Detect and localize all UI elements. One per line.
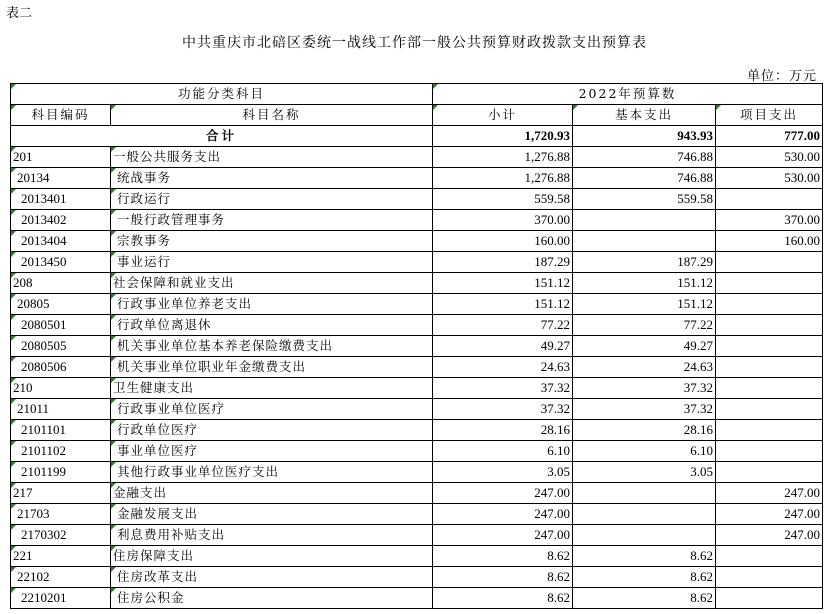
subtotal-cell: 1,276.88 bbox=[433, 168, 573, 189]
basic-cell: 28.16 bbox=[573, 420, 716, 441]
project-cell bbox=[716, 357, 823, 378]
code-cell: 208 bbox=[11, 273, 111, 294]
project-cell: 530.00 bbox=[716, 168, 823, 189]
code-cell: 20805 bbox=[11, 294, 111, 315]
basic-cell: 8.62 bbox=[573, 588, 716, 609]
table-row bbox=[11, 483, 823, 504]
subtotal-cell: 559.58 bbox=[433, 189, 573, 210]
subtotal-cell: 247.00 bbox=[433, 483, 573, 504]
basic-cell: 746.88 bbox=[573, 168, 716, 189]
basic-cell: 24.63 bbox=[573, 357, 716, 378]
basic-cell: 559.58 bbox=[573, 189, 716, 210]
total-label: 合计 bbox=[11, 126, 433, 147]
project-cell: 370.00 bbox=[716, 210, 823, 231]
code-cell: 21011 bbox=[11, 399, 111, 420]
name-cell: 卫生健康支出 bbox=[111, 378, 433, 399]
table-row bbox=[11, 357, 823, 378]
project-cell bbox=[716, 315, 823, 336]
header-code: 科目编码 bbox=[11, 105, 111, 126]
basic-cell: 8.62 bbox=[573, 567, 716, 588]
code-cell: 2013450 bbox=[11, 252, 111, 273]
project-cell bbox=[716, 294, 823, 315]
basic-cell: 37.32 bbox=[573, 378, 716, 399]
subtotal-cell: 37.32 bbox=[433, 378, 573, 399]
basic-cell bbox=[573, 231, 716, 252]
basic-cell: 151.12 bbox=[573, 294, 716, 315]
subtotal-cell: 160.00 bbox=[433, 231, 573, 252]
code-cell: 2080505 bbox=[11, 336, 111, 357]
header-project: 项目支出 bbox=[716, 105, 823, 126]
code-cell: 210 bbox=[11, 378, 111, 399]
code-cell: 2013404 bbox=[11, 231, 111, 252]
basic-cell: 77.22 bbox=[573, 315, 716, 336]
code-cell: 2101102 bbox=[11, 441, 111, 462]
name-cell: 行政事业单位养老支出 bbox=[111, 294, 433, 315]
name-cell: 行政运行 bbox=[111, 189, 433, 210]
subtotal-cell: 187.29 bbox=[433, 252, 573, 273]
table-row bbox=[11, 546, 823, 567]
code-cell: 22102 bbox=[11, 567, 111, 588]
code-cell: 2170302 bbox=[11, 525, 111, 546]
subtotal-cell: 8.62 bbox=[433, 546, 573, 567]
basic-cell: 6.10 bbox=[573, 441, 716, 462]
name-cell: 住房公积金 bbox=[111, 588, 433, 609]
table-row bbox=[11, 273, 823, 294]
project-cell: 530.00 bbox=[716, 147, 823, 168]
subtotal-cell: 247.00 bbox=[433, 504, 573, 525]
name-cell: 金融支出 bbox=[111, 483, 433, 504]
code-cell: 221 bbox=[11, 546, 111, 567]
project-cell bbox=[716, 399, 823, 420]
basic-cell: 746.88 bbox=[573, 147, 716, 168]
name-cell: 住房保障支出 bbox=[111, 546, 433, 567]
table-row bbox=[11, 147, 823, 168]
project-cell bbox=[716, 420, 823, 441]
header-row-1 bbox=[11, 84, 823, 105]
code-cell: 2080506 bbox=[11, 357, 111, 378]
project-cell bbox=[716, 336, 823, 357]
project-cell bbox=[716, 588, 823, 609]
code-cell: 2101199 bbox=[11, 462, 111, 483]
subtotal-cell: 151.12 bbox=[433, 273, 573, 294]
name-cell: 其他行政事业单位医疗支出 bbox=[111, 462, 433, 483]
name-cell: 行政单位离退休 bbox=[111, 315, 433, 336]
name-cell: 行政单位医疗 bbox=[111, 420, 433, 441]
unit-label: 单位：万元 bbox=[746, 69, 817, 84]
header-budget-year: 2022年预算数 bbox=[433, 84, 823, 105]
basic-cell bbox=[573, 504, 716, 525]
subtotal-cell: 3.05 bbox=[433, 462, 573, 483]
total-basic: 943.93 bbox=[573, 126, 716, 147]
name-cell: 宗教事务 bbox=[111, 231, 433, 252]
table-row bbox=[11, 525, 823, 546]
table-row bbox=[11, 315, 823, 336]
code-cell: 2013401 bbox=[11, 189, 111, 210]
project-cell: 247.00 bbox=[716, 483, 823, 504]
basic-cell bbox=[573, 483, 716, 504]
name-cell: 一般公共服务支出 bbox=[111, 147, 433, 168]
table-row bbox=[11, 189, 823, 210]
header-name: 科目名称 bbox=[111, 105, 433, 126]
subtotal-cell: 77.22 bbox=[433, 315, 573, 336]
name-cell: 统战事务 bbox=[111, 168, 433, 189]
basic-cell: 151.12 bbox=[573, 273, 716, 294]
basic-cell bbox=[573, 525, 716, 546]
code-cell: 2210201 bbox=[11, 588, 111, 609]
project-cell bbox=[716, 273, 823, 294]
header-basic: 基本支出 bbox=[573, 105, 716, 126]
table-row bbox=[11, 231, 823, 252]
code-cell: 2013402 bbox=[11, 210, 111, 231]
name-cell: 住房改革支出 bbox=[111, 567, 433, 588]
name-cell: 利息费用补贴支出 bbox=[111, 525, 433, 546]
subtotal-cell: 28.16 bbox=[433, 420, 573, 441]
code-cell: 201 bbox=[11, 147, 111, 168]
project-cell: 247.00 bbox=[716, 525, 823, 546]
subtotal-cell: 8.62 bbox=[433, 567, 573, 588]
project-cell bbox=[716, 378, 823, 399]
project-cell bbox=[716, 252, 823, 273]
subtotal-cell: 1,276.88 bbox=[433, 147, 573, 168]
name-cell: 一般行政管理事务 bbox=[111, 210, 433, 231]
project-cell: 247.00 bbox=[716, 504, 823, 525]
table-row bbox=[11, 441, 823, 462]
name-cell: 事业单位医疗 bbox=[111, 441, 433, 462]
name-cell: 行政事业单位医疗 bbox=[111, 399, 433, 420]
subtotal-cell: 6.10 bbox=[433, 441, 573, 462]
table-row bbox=[11, 420, 823, 441]
name-cell: 事业运行 bbox=[111, 252, 433, 273]
subtotal-cell: 37.32 bbox=[433, 399, 573, 420]
header-subtotal: 小计 bbox=[433, 105, 573, 126]
header-functional-category: 功能分类科目 bbox=[11, 84, 433, 105]
subtotal-cell: 49.27 bbox=[433, 336, 573, 357]
table-row bbox=[11, 252, 823, 273]
table-row bbox=[11, 567, 823, 588]
total-row bbox=[11, 126, 823, 147]
basic-cell: 8.62 bbox=[573, 546, 716, 567]
table-row bbox=[11, 168, 823, 189]
name-cell: 机关事业单位基本养老保险缴费支出 bbox=[111, 336, 433, 357]
project-cell bbox=[716, 567, 823, 588]
project-cell: 160.00 bbox=[716, 231, 823, 252]
table-row bbox=[11, 504, 823, 525]
table-row bbox=[11, 210, 823, 231]
table-row bbox=[11, 462, 823, 483]
table-row bbox=[11, 399, 823, 420]
total-project: 777.00 bbox=[716, 126, 823, 147]
code-cell: 217 bbox=[11, 483, 111, 504]
code-cell: 2080501 bbox=[11, 315, 111, 336]
budget-table bbox=[10, 83, 823, 609]
table-row bbox=[11, 378, 823, 399]
name-cell: 社会保障和就业支出 bbox=[111, 273, 433, 294]
table-tag: 表二 bbox=[6, 6, 33, 21]
project-cell bbox=[716, 441, 823, 462]
code-cell: 21703 bbox=[11, 504, 111, 525]
name-cell: 金融发展支出 bbox=[111, 504, 433, 525]
table-row bbox=[11, 336, 823, 357]
budget-table-body bbox=[11, 84, 823, 609]
subtotal-cell: 8.62 bbox=[433, 588, 573, 609]
project-cell bbox=[716, 462, 823, 483]
page-title: 中共重庆市北碚区委统一战线工作部一般公共预算财政拨款支出预算表 bbox=[182, 35, 647, 51]
project-cell bbox=[716, 546, 823, 567]
header-row-2 bbox=[11, 105, 823, 126]
project-cell bbox=[716, 189, 823, 210]
subtotal-cell: 151.12 bbox=[433, 294, 573, 315]
basic-cell: 187.29 bbox=[573, 252, 716, 273]
subtotal-cell: 247.00 bbox=[433, 525, 573, 546]
name-cell: 机关事业单位职业年金缴费支出 bbox=[111, 357, 433, 378]
basic-cell bbox=[573, 210, 716, 231]
code-cell: 20134 bbox=[11, 168, 111, 189]
table-row bbox=[11, 588, 823, 609]
basic-cell: 49.27 bbox=[573, 336, 716, 357]
table-row bbox=[11, 294, 823, 315]
subtotal-cell: 370.00 bbox=[433, 210, 573, 231]
total-subtotal: 1,720.93 bbox=[433, 126, 573, 147]
subtotal-cell: 24.63 bbox=[433, 357, 573, 378]
code-cell: 2101101 bbox=[11, 420, 111, 441]
basic-cell: 3.05 bbox=[573, 462, 716, 483]
basic-cell: 37.32 bbox=[573, 399, 716, 420]
